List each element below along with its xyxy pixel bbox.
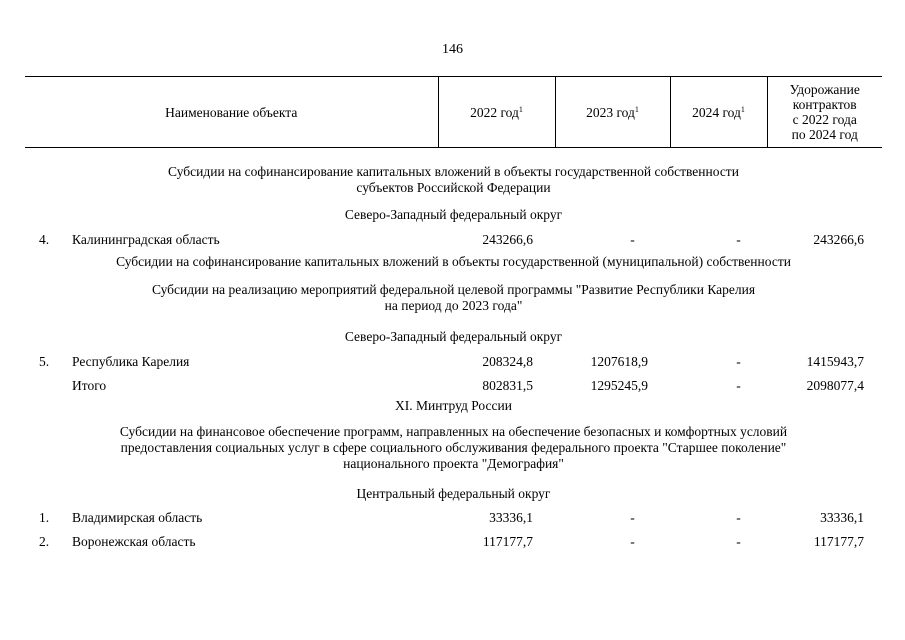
section-heading (25, 252, 882, 275)
district-heading (25, 318, 882, 350)
row-number: 1. (39, 510, 50, 525)
header-2022 (438, 77, 555, 148)
row-value-2023: - (630, 534, 635, 549)
section-heading-line: Субсидии на софинансирование капитальных вложений в объекты государственной (муниципальной) собственности (116, 254, 791, 269)
header-2023 (555, 77, 670, 148)
header-cost-increase (767, 77, 882, 148)
district-label: Центральный федеральный округ (356, 486, 551, 501)
row-value-2024: - (736, 232, 741, 247)
row-value-2024: - (736, 354, 741, 369)
header-2023-label: 2023 год (586, 104, 635, 120)
row-value-2024: - (736, 534, 741, 549)
table-row (25, 506, 882, 530)
header-cost-increase-line: Удорожание (789, 82, 860, 97)
footnote-mark: 1 (518, 104, 523, 114)
section-heading (25, 275, 882, 318)
row-number: 5. (39, 354, 50, 369)
table-row (25, 530, 882, 554)
table-row (25, 228, 882, 252)
ministry-label: XI. Минтруд России (395, 398, 512, 413)
header-cost-increase-line: по 2024 год (791, 127, 858, 142)
row-value-2022: 117177,7 (482, 534, 533, 549)
district-heading (25, 476, 882, 506)
header-cost-increase-line: контрактов (792, 97, 857, 112)
district-label: Северо-Западный федеральный округ (344, 207, 563, 222)
table-row (25, 350, 882, 374)
row-value-2023: 1207618,9 (590, 354, 648, 369)
row-region: Воронежская область (72, 534, 196, 549)
total-value-2022: 802831,5 (482, 378, 533, 393)
row-value-total: 1415943,7 (806, 354, 864, 369)
row-number: 2. (39, 534, 50, 549)
total-row (25, 374, 882, 398)
header-2024 (670, 77, 767, 148)
section-heading-line: Субсидии на финансовое обеспечение программ, направленных на обеспечение безопасных и комфортных условий (119, 424, 788, 439)
header-2024-label: 2024 год (692, 104, 741, 120)
row-value-total: 33336,1 (820, 510, 864, 525)
subsidy-table (25, 76, 882, 554)
section-heading-line: предоставления социальных услуг в сфере социального обслуживания федерального проекта "Старшее поколение" (120, 440, 787, 455)
section-heading-line: субъектов Российской Федерации (356, 180, 551, 195)
row-number: 4. (39, 232, 50, 247)
section-heading-line: Субсидии на софинансирование капитальных вложений в объекты государственной собственности (168, 164, 739, 179)
total-value-total: 2098077,4 (806, 378, 864, 393)
row-value-total: 117177,7 (813, 534, 864, 549)
footnote-mark: 1 (634, 104, 639, 114)
page-number: 146 (442, 42, 463, 57)
header-2022-label: 2022 год (470, 104, 519, 120)
row-value-2022: 208324,8 (482, 354, 533, 369)
ministry-heading (25, 398, 882, 418)
total-value-2024: - (736, 378, 741, 393)
total-value-2023: 1295245,9 (590, 378, 648, 393)
row-value-2023: - (630, 510, 635, 525)
row-value-total: 243266,6 (813, 232, 864, 247)
row-region: Республика Карелия (72, 354, 190, 369)
section-heading (25, 418, 882, 476)
footnote-mark: 1 (740, 104, 745, 114)
total-label: Итого (72, 378, 107, 393)
row-value-2024: - (736, 510, 741, 525)
district-label: Северо-Западный федеральный округ (344, 329, 563, 344)
section-heading-line: Субсидии на реализацию мероприятий федеральной целевой программы "Развитие Республики Карелия (151, 282, 756, 297)
district-heading (25, 200, 882, 228)
row-value-2022: 243266,6 (482, 232, 533, 247)
table-header (25, 77, 882, 148)
row-value-2023: - (630, 232, 635, 247)
row-region: Калининградская область (72, 232, 220, 247)
section-heading (25, 148, 882, 201)
section-heading-line: на период до 2023 года" (384, 298, 523, 313)
section-heading-line: национального проекта "Демография" (343, 456, 564, 471)
header-object-name: Наименование объекта (25, 77, 438, 148)
header-cost-increase-line: с 2022 года (792, 112, 857, 127)
row-value-2022: 33336,1 (489, 510, 533, 525)
row-region: Владимирская область (72, 510, 203, 525)
